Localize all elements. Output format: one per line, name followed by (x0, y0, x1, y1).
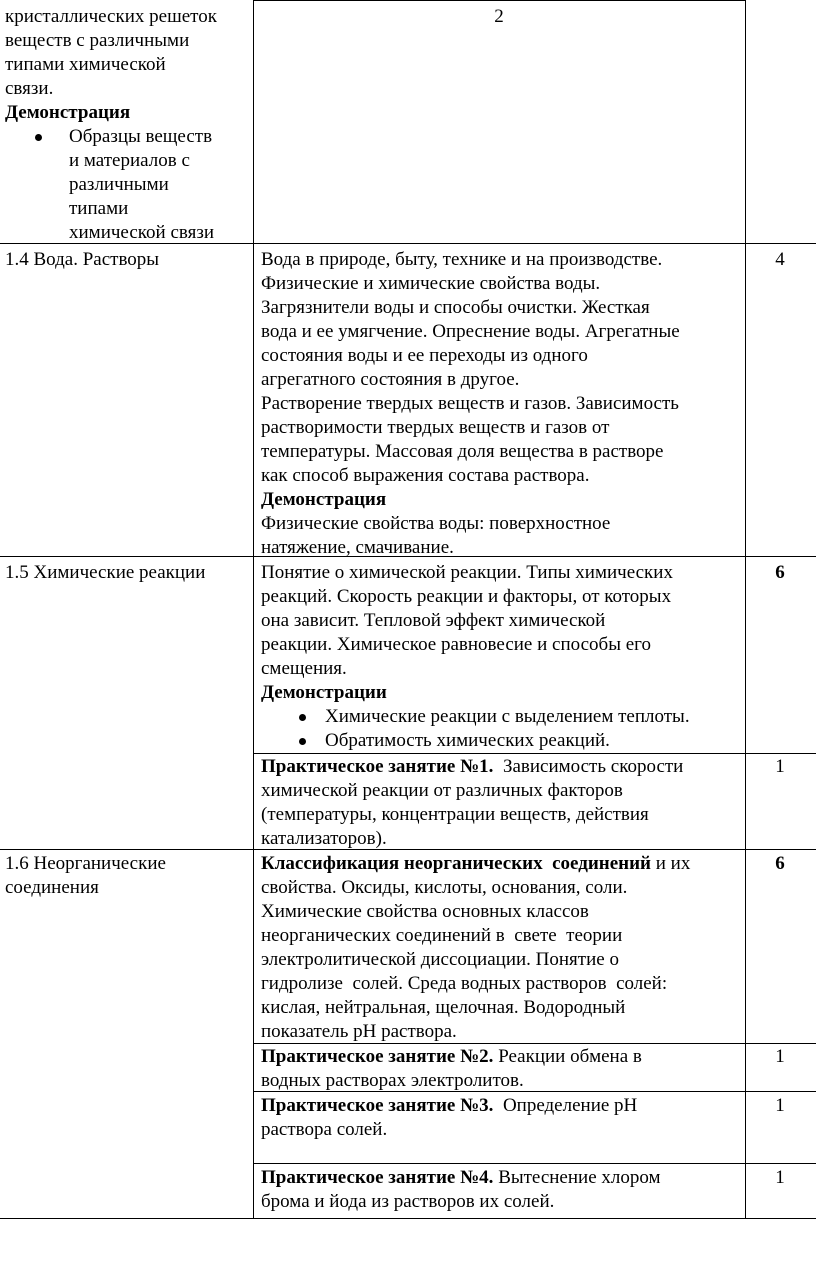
row4-line: неорганических соединений в свете теории (261, 925, 623, 946)
row1-demo-heading: Демонстрация (261, 489, 387, 510)
row4-line: Химические свойства основных классов (261, 901, 589, 922)
row1-demo-line: натяжение, смачивание. (261, 537, 454, 558)
row1-content-line: температуры. Массовая доля вещества в растворе (261, 441, 664, 462)
table-top-border (253, 0, 745, 1)
row2-demo-item-text: Обратимость химических реакций. (325, 730, 610, 751)
row5-hours: 1 (775, 1046, 785, 1067)
row3-content-cell (261, 755, 743, 851)
row3-hours: 1 (775, 756, 785, 777)
row0-demo-line: Образцы веществ (69, 126, 213, 147)
row6-first-line-rest: Определение рН (493, 1095, 638, 1116)
row6-lead: Практическое занятие №3. (261, 1095, 494, 1116)
row1-content-line: как способ выражения состава раствора. (261, 465, 590, 486)
row0-topic-cell (5, 5, 250, 245)
row4-lead: Классификация неорганических соединений (261, 853, 652, 874)
row2-content-line: реакций. Скорость реакции и факторы, от которых (261, 586, 672, 607)
row0-topic-line: типами химической (5, 54, 166, 75)
row2-topic: 1.5 Химические реакции (5, 562, 206, 583)
bullet-icon (35, 134, 42, 141)
row2-demo-item-text: Химические реакции с выделением теплоты. (325, 706, 690, 727)
row2-hours: 6 (775, 562, 785, 583)
row6-line: раствора солей. (261, 1119, 388, 1140)
row1-content-line: Загрязнители воды и способы очистки. Жесткая (261, 297, 650, 318)
row2-content-line: она зависит. Тепловой эффект химической (261, 610, 606, 631)
row0-demo-heading: Демонстрация (5, 102, 131, 123)
row3-line: химической реакции от различных факторов (261, 780, 623, 801)
table-bottom-border (0, 1218, 816, 1219)
row2-content-line: смещения. (261, 658, 347, 679)
row1-content-cell (261, 248, 743, 560)
row2-content-cell (261, 561, 743, 753)
row-divider (253, 1163, 816, 1164)
row5-lead: Практическое занятие №2. (261, 1046, 494, 1067)
row0-demo-line: типами (69, 198, 129, 219)
row1-topic: 1.4 Вода. Растворы (5, 249, 160, 270)
row4-topic-line: 1.6 Неорганические (5, 853, 166, 874)
row6-hours: 1 (775, 1095, 785, 1116)
row3-first-line (261, 755, 743, 779)
row5-first-line-rest: Реакции обмена в (493, 1046, 642, 1067)
row1-content-line: вода и ее умягчение. Опреснение воды. Агрегатные (261, 321, 680, 342)
row4-line: показатель рН раствора. (261, 1021, 457, 1042)
row7-first-line (261, 1166, 743, 1190)
row4-topic-line: соединения (5, 877, 99, 898)
row4-first-line-rest: и их (651, 853, 691, 874)
row1-content-line: Растворение твердых веществ и газов. Зависимость (261, 393, 679, 414)
row4-line: кислая, нейтральная, щелочная. Водородный (261, 997, 626, 1018)
row4-first-line (261, 852, 743, 876)
bullet-icon (299, 714, 306, 721)
row2-demo-item (261, 729, 743, 753)
row4-line: свойства. Оксиды, кислоты, основания, соли. (261, 877, 628, 898)
row0-demo-line: и материалов с (69, 150, 190, 171)
row1-demo-line: Физические свойства воды: поверхностное (261, 513, 611, 534)
row3-lead: Практическое занятие №1. (261, 756, 494, 777)
row0-topic-line: связи. (5, 78, 54, 99)
row0-topic-line: кристаллических решеток (5, 6, 217, 27)
row3-first-line-rest: Зависимость скорости (493, 756, 684, 777)
row6-content-cell (261, 1094, 743, 1142)
row5-line: водных растворах электролитов. (261, 1070, 524, 1091)
bullet-icon (299, 738, 306, 745)
row5-content-cell (261, 1045, 743, 1093)
row-divider (253, 753, 816, 754)
row4-topic-cell (5, 852, 250, 900)
row7-line: брома и йода из растворов их солей. (261, 1191, 555, 1212)
row0-demo-line: различными (69, 174, 169, 195)
row0-hours: 2 (494, 6, 504, 27)
row1-content-line: растворимости твердых веществ и газов от (261, 417, 610, 438)
row7-content-cell (261, 1166, 743, 1214)
row5-first-line (261, 1045, 743, 1069)
row2-content-line: реакции. Химическое равновесие и способы его (261, 634, 651, 655)
row4-content-cell (261, 852, 743, 1044)
row4-line: гидролизе солей. Среда водных растворов солей: (261, 973, 668, 994)
row3-line: катализаторов). (261, 828, 387, 849)
column-divider-1 (253, 0, 254, 1219)
row4-hours: 6 (775, 853, 785, 874)
row1-hours: 4 (775, 249, 785, 270)
row2-demo-heading: Демонстрации (261, 682, 387, 703)
column-divider-2 (745, 0, 746, 1219)
row1-content-line: Физические и химические свойства воды. (261, 273, 601, 294)
row0-demo-item (5, 125, 250, 245)
row1-content-line: Вода в природе, быту, технике и на производстве. (261, 249, 663, 270)
row6-first-line (261, 1094, 743, 1118)
row2-demo-item (261, 705, 743, 729)
row7-hours: 1 (775, 1167, 785, 1188)
row1-content-line: агрегатного состояния в другое. (261, 369, 520, 390)
row1-content-line: состояния воды и ее переходы из одного (261, 345, 588, 366)
row2-content-line: Понятие о химической реакции. Типы химических (261, 562, 673, 583)
row0-demo-line: химической связи (69, 222, 215, 243)
row7-first-line-rest: Вытеснение хлором (493, 1167, 661, 1188)
row4-line: электролитической диссоциации. Понятие о (261, 949, 619, 970)
row0-topic-line: веществ с различными (5, 30, 190, 51)
row7-lead: Практическое занятие №4. (261, 1167, 494, 1188)
row3-line: (температуры, концентрации веществ, действия (261, 804, 649, 825)
